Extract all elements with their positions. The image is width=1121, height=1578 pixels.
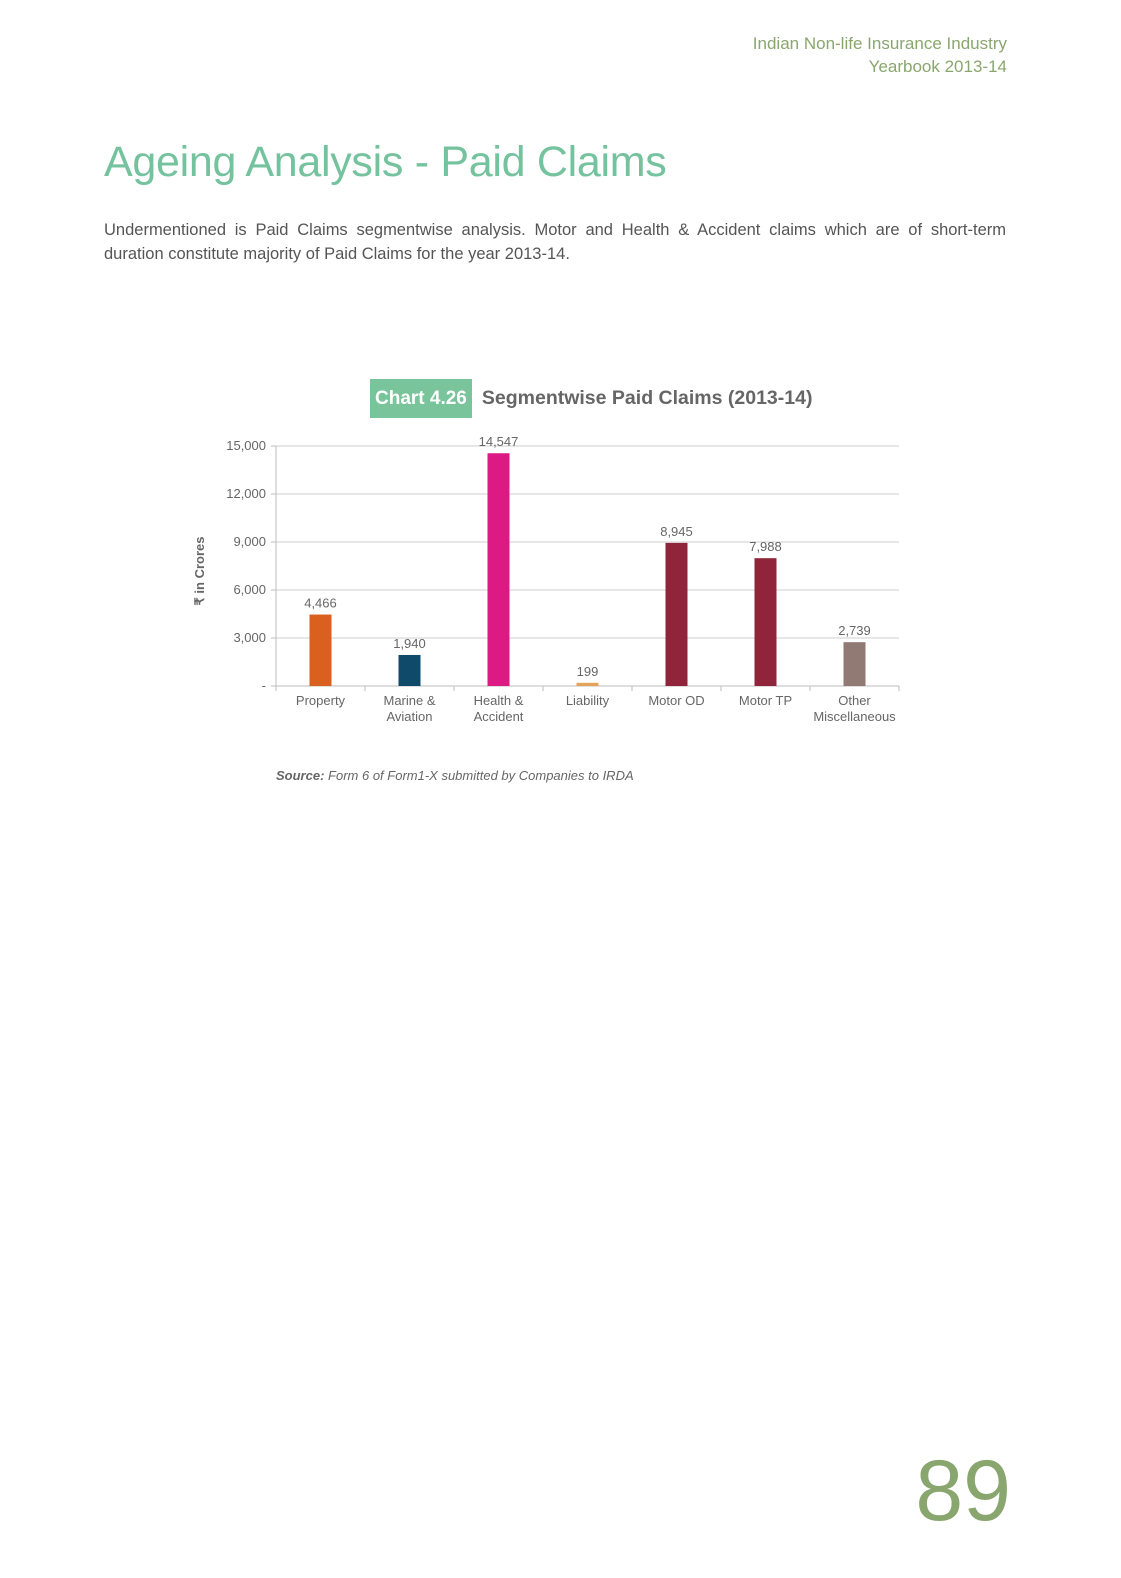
y-tick-label: 9,000 bbox=[233, 534, 266, 549]
y-tick-label: 15,000 bbox=[226, 438, 266, 453]
y-tick-label: - bbox=[261, 678, 266, 693]
bar bbox=[755, 558, 777, 686]
x-tick-label: Property bbox=[295, 693, 346, 708]
data-label: 1,940 bbox=[393, 635, 426, 651]
page-title: Ageing Analysis - Paid Claims bbox=[104, 138, 667, 186]
bar bbox=[666, 543, 688, 686]
x-tick-label: Miscellaneous bbox=[813, 709, 896, 724]
x-tick-label: Marine & bbox=[383, 693, 436, 708]
header-line-1: Indian Non-life Insurance Industry bbox=[752, 34, 1007, 53]
x-tick-label: Motor TP bbox=[738, 693, 793, 708]
bar bbox=[577, 683, 599, 686]
x-tick-label: Accident bbox=[473, 709, 524, 724]
data-label: 2,739 bbox=[838, 623, 871, 639]
data-label: 7,988 bbox=[749, 539, 782, 555]
data-label: 199 bbox=[576, 663, 599, 679]
data-label: 8,945 bbox=[660, 523, 693, 539]
page-number: 89 bbox=[915, 1443, 1011, 1539]
y-axis-title: ₹ in Crores bbox=[192, 536, 207, 606]
source-note bbox=[276, 768, 634, 783]
bar bbox=[844, 642, 866, 686]
bar bbox=[399, 655, 421, 686]
x-tick-label: Health & bbox=[473, 693, 524, 708]
bar-chart bbox=[180, 430, 920, 740]
bar bbox=[310, 615, 332, 686]
x-tick-label: Liability bbox=[565, 693, 610, 708]
chart-number-badge: Chart 4.26 bbox=[370, 379, 472, 418]
y-tick-label: 3,000 bbox=[233, 630, 266, 645]
x-tick-label: Other bbox=[838, 693, 871, 708]
chart-heading bbox=[370, 379, 812, 418]
data-label: 4,466 bbox=[304, 595, 337, 611]
source-text: Form 6 of Form1-X submitted by Companies to IRDA bbox=[328, 768, 634, 783]
x-tick-label: Aviation bbox=[386, 709, 433, 724]
intro-paragraph: Undermentioned is Paid Claims segmentwise analysis. Motor and Health & Accident claims which are of short-term duration constitute majority of Paid Claims for the year 2013-14. bbox=[104, 221, 1006, 263]
header-line-2: Yearbook 2013-14 bbox=[868, 57, 1007, 76]
bar bbox=[488, 453, 510, 686]
data-label: 14,547 bbox=[478, 434, 519, 450]
source-label: Source: bbox=[276, 768, 325, 783]
y-tick-label: 12,000 bbox=[226, 486, 266, 501]
x-tick-label: Motor OD bbox=[648, 693, 705, 708]
y-tick-label: 6,000 bbox=[233, 582, 266, 597]
chart-title: Segmentwise Paid Claims (2013-14) bbox=[481, 387, 813, 409]
running-header bbox=[753, 32, 1007, 78]
